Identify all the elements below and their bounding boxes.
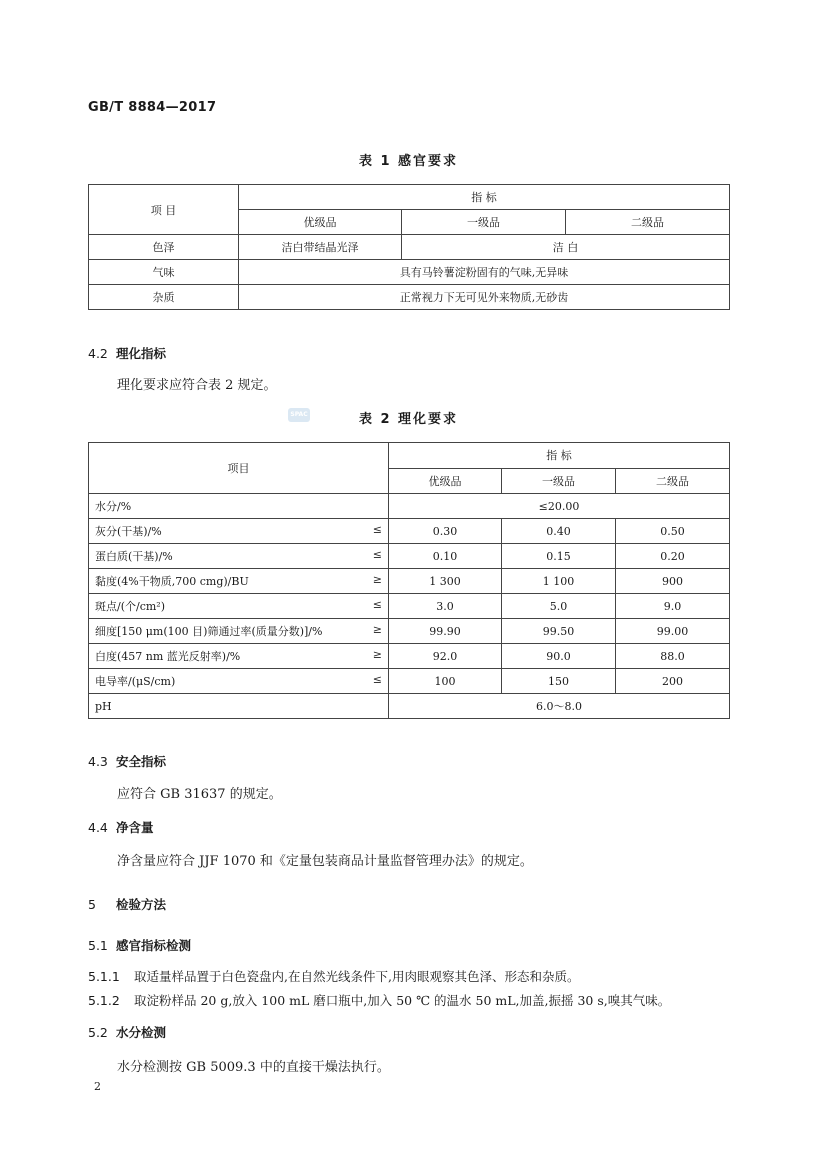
section-5-1-heading: 5.1 感官指标检测	[88, 938, 192, 953]
table2-header-item: 项目	[89, 443, 389, 494]
comparison-symbol: ≥	[372, 623, 382, 636]
table2-cell: 99.00	[616, 619, 730, 644]
table2-cell: 0.50	[616, 519, 730, 544]
table2-cell: 88.0	[616, 644, 730, 669]
table1-header-indicator: 指 标	[239, 185, 730, 210]
table2-cell: 90.0	[502, 644, 616, 669]
table2-item: 细度[150 μm(100 目)筛通过率(质量分数)]/%	[95, 625, 323, 638]
table2-cell: 1 100	[502, 569, 616, 594]
table2-item: 电导率/(μS/cm)	[95, 675, 176, 688]
table2-item-cell	[89, 569, 389, 594]
clause-5-1-1: 5.1.1 取适量样品置于白色瓷盘内,在自然光线条件下,用肉眼观察其色泽、形态和杂质。	[88, 969, 580, 984]
table2-item: 灰分(干基)/%	[95, 525, 162, 538]
table2-cell: 0.40	[502, 519, 616, 544]
table1-cell: 洁白带结晶光泽	[239, 235, 402, 260]
table-row	[89, 544, 730, 569]
table2-item-cell	[89, 519, 389, 544]
table2-cell: 0.15	[502, 544, 616, 569]
table1-grade: 二级品	[566, 210, 730, 235]
comparison-symbol: ≥	[372, 573, 382, 586]
table2-cell: 5.0	[502, 594, 616, 619]
table2-cell: 3.0	[389, 594, 502, 619]
comparison-symbol: ≤	[372, 548, 382, 561]
table1-header-item: 项 目	[89, 185, 239, 235]
table2-item: 白度(457 nm 蓝光反射率)/%	[95, 650, 241, 663]
table-row	[89, 669, 730, 694]
table1-cell: 正常视力下无可见外来物质,无砂齿	[239, 285, 730, 310]
table-row	[89, 494, 730, 519]
table-row	[89, 519, 730, 544]
table2-cell: 99.50	[502, 619, 616, 644]
table2-item: 黏度(4%干物质,700 cmg)/BU	[95, 575, 249, 588]
section-4-3-heading: 4.3 安全指标	[88, 754, 167, 769]
table1-item: 色泽	[89, 235, 239, 260]
table2-cell: 150	[502, 669, 616, 694]
table2-cell: 100	[389, 669, 502, 694]
table1-grade: 优级品	[239, 210, 402, 235]
standard-code-header: GB/T 8884—2017	[88, 100, 217, 115]
table2-item-cell	[89, 644, 389, 669]
table2-cell: 0.20	[616, 544, 730, 569]
table1-item: 气味	[89, 260, 239, 285]
table2-header-indicator: 指 标	[389, 443, 730, 469]
table1-caption: 表 1 感官要求	[358, 154, 459, 169]
table-row	[89, 235, 730, 260]
section-4-2-heading: 4.2 理化指标	[88, 346, 167, 361]
comparison-symbol: ≤	[372, 673, 382, 686]
table1-grade: 一级品	[402, 210, 566, 235]
section-5-2-text: 水分检测按 GB 5009.3 中的直接干燥法执行。	[117, 1060, 390, 1075]
table2-item: 蛋白质(干基)/%	[95, 550, 173, 563]
section-4-2-text: 理化要求应符合表 2 规定。	[117, 378, 277, 393]
comparison-symbol: ≤	[372, 523, 382, 536]
table2-item-cell	[89, 544, 389, 569]
table2-cell: ≤20.00	[389, 494, 730, 519]
table1-sensory-requirements	[88, 184, 730, 310]
section-5-heading: 5 检验方法	[88, 897, 167, 912]
table2-cell: 1 300	[389, 569, 502, 594]
table2-cell: 0.10	[389, 544, 502, 569]
table2-cell: 9.0	[616, 594, 730, 619]
table2-item-cell	[89, 619, 389, 644]
table-row	[89, 694, 730, 719]
table2-cell: 92.0	[389, 644, 502, 669]
section-4-3-text: 应符合 GB 31637 的规定。	[117, 787, 282, 802]
table-row	[89, 594, 730, 619]
table2-item: pH	[89, 694, 389, 719]
section-4-4-text: 净含量应符合 JJF 1070 和《定量包装商品计量监督管理办法》的规定。	[117, 854, 533, 869]
table2-item-cell	[89, 594, 389, 619]
table2-item: 斑点/(个/cm²)	[95, 600, 165, 613]
table2-cell: 99.90	[389, 619, 502, 644]
table2-cell: 900	[616, 569, 730, 594]
table2-item: 水分/%	[89, 494, 389, 519]
comparison-symbol: ≤	[372, 598, 382, 611]
section-5-2-heading: 5.2 水分检测	[88, 1025, 167, 1040]
section-4-4-heading: 4.4 净含量	[88, 820, 154, 835]
table2-cell: 200	[616, 669, 730, 694]
spac-watermark-logo: SPAC	[288, 408, 310, 422]
table2-grade: 二级品	[616, 468, 730, 494]
table1-item: 杂质	[89, 285, 239, 310]
clause-5-1-2: 5.1.2 取淀粉样品 20 g,放入 100 mL 磨口瓶中,加入 50 ℃ 的温水 50 mL,加盖,振摇 30 s,嗅其气味。	[88, 993, 671, 1008]
table2-grade: 一级品	[502, 468, 616, 494]
table-row	[89, 260, 730, 285]
table1-cell: 洁 白	[402, 235, 730, 260]
table2-grade: 优级品	[389, 468, 502, 494]
table-row	[89, 285, 730, 310]
table-row	[89, 619, 730, 644]
table-row	[89, 644, 730, 669]
table2-item-cell	[89, 669, 389, 694]
table-row	[89, 569, 730, 594]
table2-caption: 表 2 理化要求	[358, 412, 459, 427]
table1-cell: 具有马铃薯淀粉固有的气味,无异味	[239, 260, 730, 285]
table2-cell: 0.30	[389, 519, 502, 544]
comparison-symbol: ≥	[372, 648, 382, 661]
page-number: 2	[94, 1080, 101, 1093]
table2-cell: 6.0～8.0	[389, 694, 730, 719]
table2-physicochemical-requirements	[88, 442, 730, 719]
